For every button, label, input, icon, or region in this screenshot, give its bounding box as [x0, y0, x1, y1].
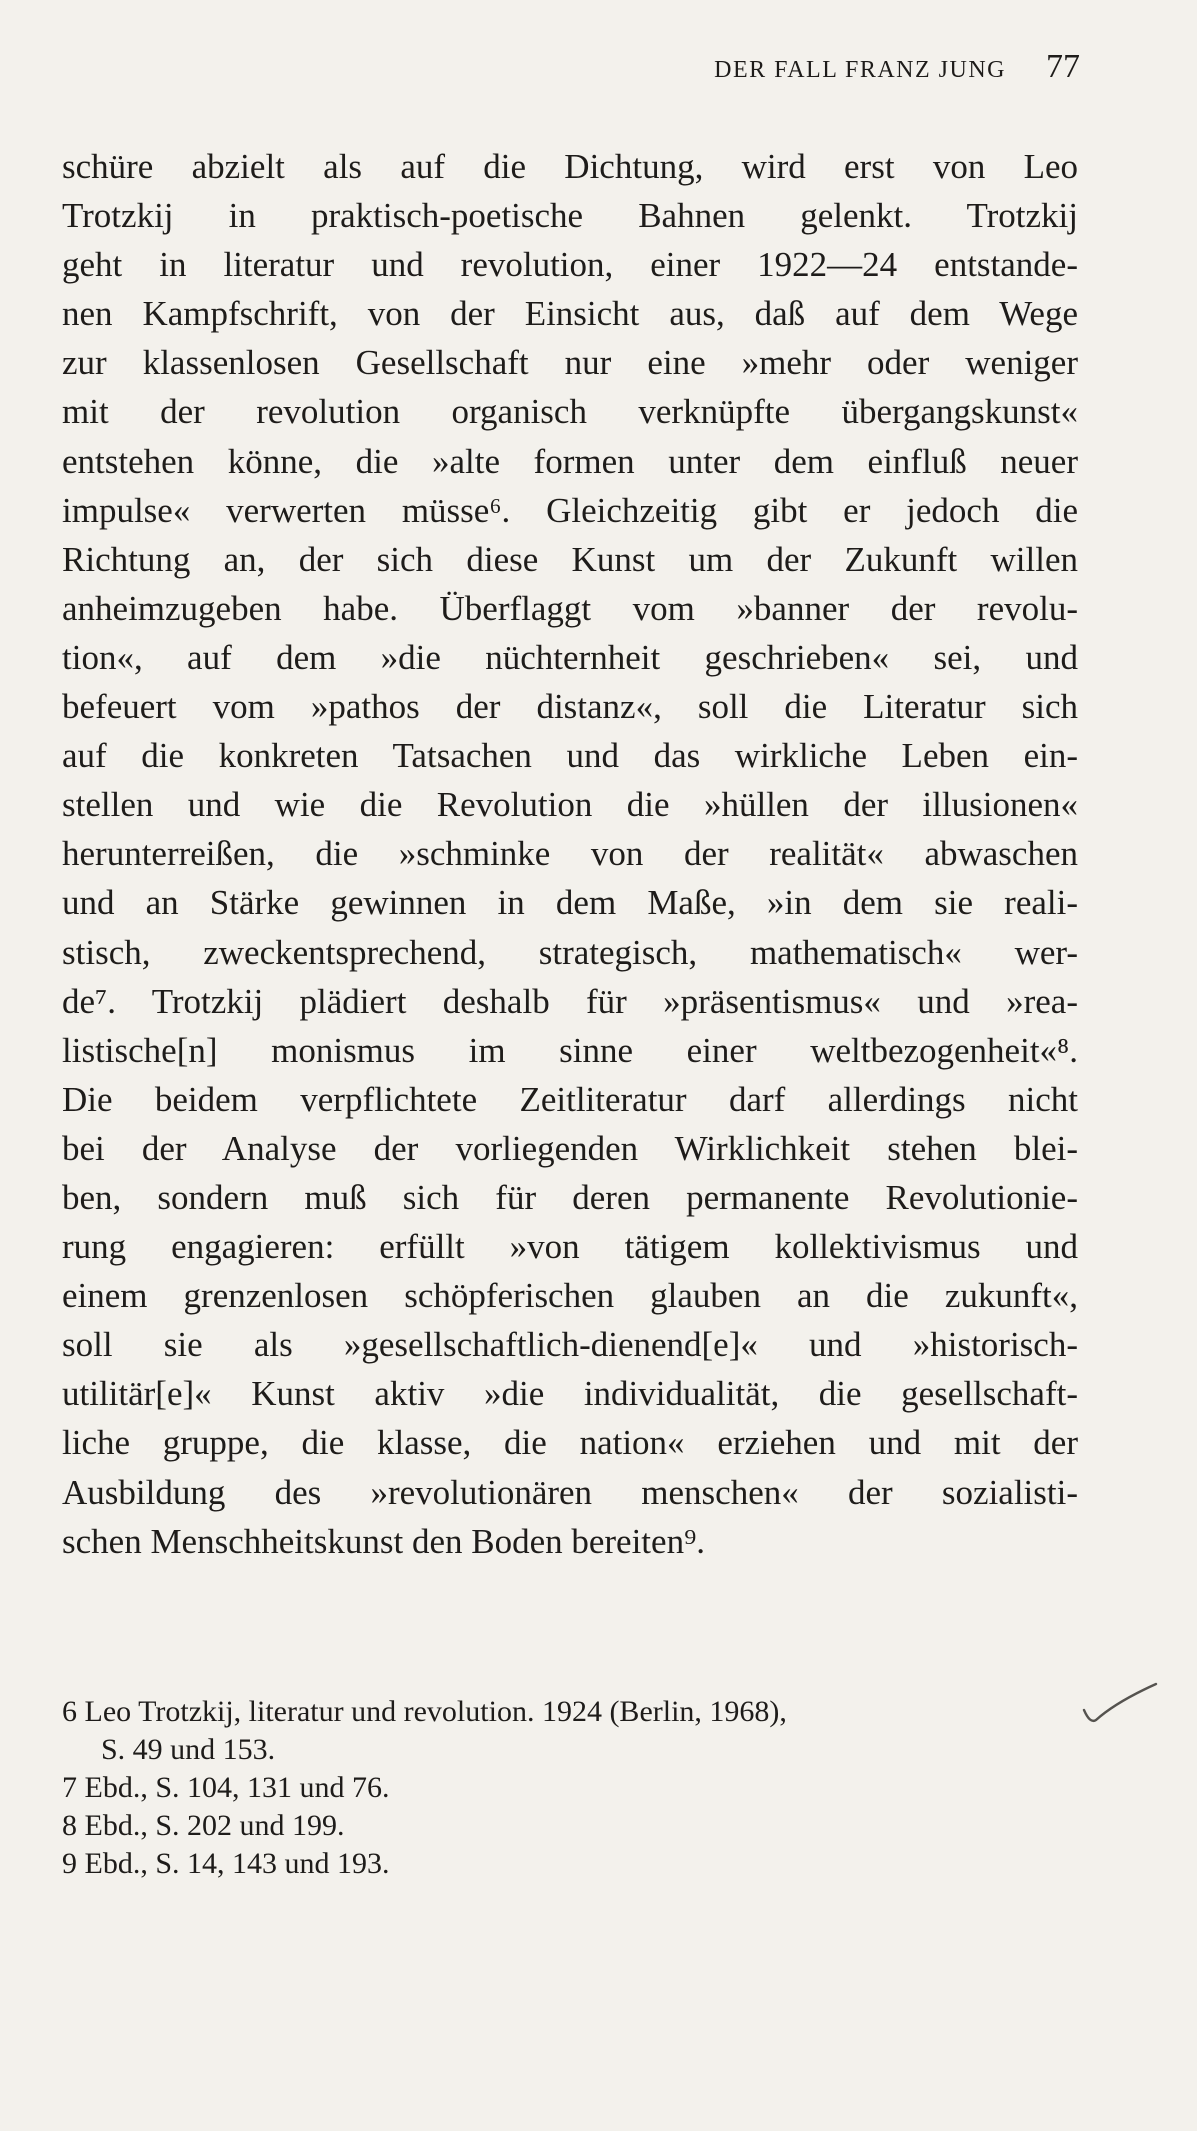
text-line: anheimzugeben habe. Überflaggt vom »banner der revolu- — [62, 588, 1078, 628]
footnotes — [62, 1693, 1062, 1883]
footnote-line — [62, 1807, 1062, 1845]
footnote-text: Ebd., S. 14, 143 und 193. — [84, 1847, 390, 1880]
text-line: zur klassenlosen Gesellschaft nur eine »mehr oder weniger — [62, 343, 1078, 383]
page-number: 77 — [1046, 48, 1080, 85]
footnote-6 — [62, 1693, 1062, 1769]
footnote-line: S. 49 und 153. — [101, 1733, 276, 1766]
text-line: schen Menschheitskunst den Boden bereiten⁹. — [62, 1521, 706, 1561]
text-line: auf die konkreten Tatsachen und das wirkliche Leben ein- — [62, 736, 1078, 776]
text-line: Ausbildung des »revolutionären menschen« der sozialisti- — [62, 1472, 1078, 1512]
text-line: soll sie als »gesellschaftlich-dienend[e]« und »historisch- — [62, 1325, 1078, 1365]
footnote-7 — [62, 1769, 1062, 1807]
text-line: schüre abzielt als auf die Dichtung, wird erst von Leo — [62, 147, 1078, 186]
footnote-line — [62, 1693, 1062, 1731]
text-line: nen Kampfschrift, von der Einsicht aus, daß auf dem Wege — [62, 294, 1078, 334]
text-line: befeuert vom »pathos der distanz«, soll die Literatur sich — [62, 687, 1078, 727]
footnote-text: Ebd., S. 104, 131 und 76. — [84, 1771, 390, 1804]
text-line: bei der Analyse der vorliegenden Wirklichkeit stehen blei- — [62, 1128, 1078, 1168]
text-line: Richtung an, der sich diese Kunst um der Zukunft willen — [62, 539, 1078, 579]
footnote-number: 9 — [62, 1847, 77, 1880]
text-line: stellen und wie die Revolution die »hüllen der illusionen« — [62, 785, 1078, 825]
text-line: Trotzkij in praktisch-poetische Bahnen gelenkt. Trotzkij — [62, 196, 1078, 236]
text-line: liche gruppe, die klasse, die nation« erziehen und mit der — [62, 1423, 1078, 1463]
text-line: utilitär[e]« Kunst aktiv »die individualität, die gesellschaft- — [62, 1374, 1078, 1414]
footnote-text: Leo Trotzkij, literatur und revolution. 1924 (Berlin, 1968), — [84, 1695, 787, 1728]
text-line: listische[n] monismus im sinne einer weltbezogenheit«⁸. — [62, 1030, 1078, 1070]
running-head-title: DER FALL FRANZ JUNG — [714, 57, 1006, 83]
check-mark-icon — [1080, 1680, 1160, 1730]
text-line: Die beidem verpflichtete Zeitliteratur darf allerdings nicht — [62, 1079, 1078, 1119]
running-head — [600, 48, 1080, 98]
footnote-number: 8 — [62, 1809, 77, 1842]
text-line: einem grenzenlosen schöpferischen glauben an die zukunft«, — [62, 1276, 1078, 1316]
text-line: mit der revolution organisch verknüpfte übergangskunst« — [62, 392, 1078, 432]
footnote-line — [62, 1845, 1062, 1883]
text-line: impulse« verwerten müsse⁶. Gleichzeitig gibt er jedoch die — [62, 490, 1078, 530]
text-line: tion«, auf dem »die nüchternheit geschrieben« sei, und — [62, 637, 1078, 677]
text-line: geht in literatur und revolution, einer 1922—24 entstande- — [62, 245, 1078, 285]
footnote-number: 7 — [62, 1771, 77, 1804]
footnote-text: Ebd., S. 202 und 199. — [84, 1809, 345, 1842]
text-line: de⁷. Trotzkij plädiert deshalb für »präsentismus« und »rea- — [62, 981, 1078, 1021]
text-line: ben, sondern muß sich für deren permanente Revolutionie- — [62, 1177, 1078, 1217]
body-text — [62, 142, 1078, 1566]
text-line: herunterreißen, die »schminke von der realität« abwaschen — [62, 834, 1078, 874]
text-line: und an Stärke gewinnen in dem Maße, »in dem sie reali- — [62, 883, 1078, 923]
text-line: rung engagieren: erfüllt »von tätigem kollektivismus und — [62, 1227, 1078, 1267]
footnote-8 — [62, 1807, 1062, 1845]
text-line: stisch, zweckentsprechend, strategisch, mathematisch« wer- — [62, 932, 1078, 972]
text-line: entstehen könne, die »alte formen unter dem einfluß neuer — [62, 441, 1078, 481]
footnote-line — [62, 1769, 1062, 1807]
footnote-number: 6 — [62, 1695, 77, 1728]
footnote-9 — [62, 1845, 1062, 1883]
